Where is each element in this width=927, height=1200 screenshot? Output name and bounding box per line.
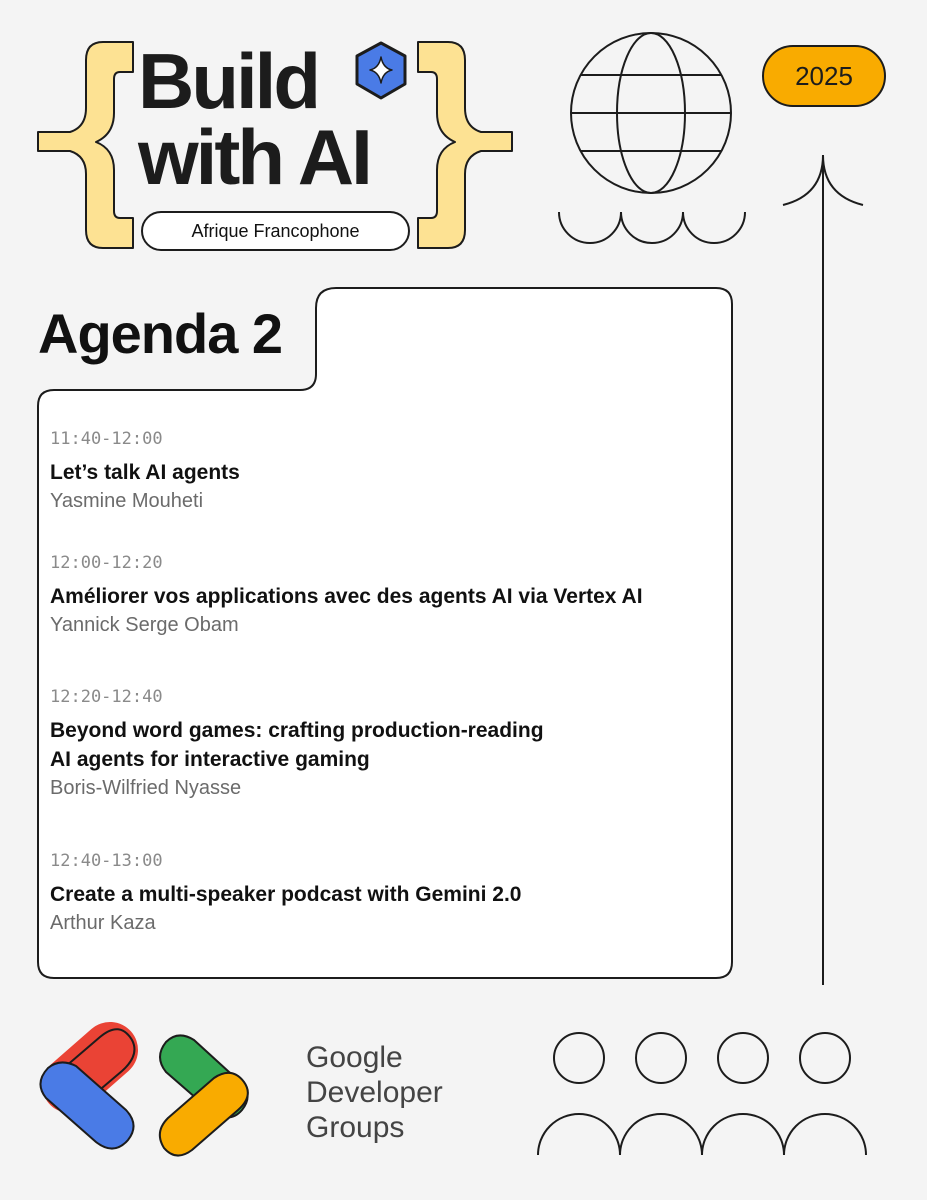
gdg-brand-text: Google Developer Groups bbox=[306, 1041, 443, 1144]
scallop-decor bbox=[559, 212, 745, 243]
subtitle-text: Afrique Francophone bbox=[191, 220, 360, 241]
session-time: 12:20-12:40 bbox=[50, 687, 163, 707]
session-speaker: Arthur Kaza bbox=[50, 912, 156, 934]
arrow-up-icon bbox=[783, 155, 863, 985]
session-item bbox=[50, 552, 720, 639]
session-item bbox=[50, 428, 720, 515]
subtitle-pill bbox=[141, 211, 410, 251]
session-title: Let’s talk AI agents bbox=[50, 461, 240, 484]
people-decor bbox=[538, 1033, 866, 1155]
session-title: Beyond word games: crafting production-reading AI agents for interactive gaming bbox=[50, 719, 544, 771]
gdg-logo-icon bbox=[40, 1029, 247, 1155]
title-line-1: Build bbox=[138, 37, 318, 125]
session-speaker: Boris-Wilfried Nyasse bbox=[50, 777, 242, 799]
title-line-2: with AI bbox=[138, 113, 370, 201]
year-text: 2025 bbox=[795, 60, 853, 91]
sparkle-icon bbox=[357, 43, 405, 98]
session-title: Create a multi-speaker podcast with Gemini 2.0 bbox=[50, 883, 522, 906]
year-badge bbox=[762, 45, 886, 107]
session-title: Améliorer vos applications avec des agents AI via Vertex AI bbox=[50, 585, 643, 608]
agenda-heading: Agenda 2 bbox=[38, 302, 283, 365]
session-time: 12:00-12:20 bbox=[50, 553, 163, 573]
globe-icon bbox=[571, 33, 731, 193]
session-time: 12:40-13:00 bbox=[50, 851, 163, 871]
session-time: 11:40-12:00 bbox=[50, 429, 163, 449]
session-item bbox=[50, 686, 720, 802]
right-brace-icon bbox=[418, 42, 512, 248]
session-item bbox=[50, 850, 720, 937]
session-speaker: Yasmine Mouheti bbox=[50, 490, 204, 512]
session-speaker: Yannick Serge Obam bbox=[50, 614, 239, 636]
left-brace-icon bbox=[38, 42, 133, 248]
